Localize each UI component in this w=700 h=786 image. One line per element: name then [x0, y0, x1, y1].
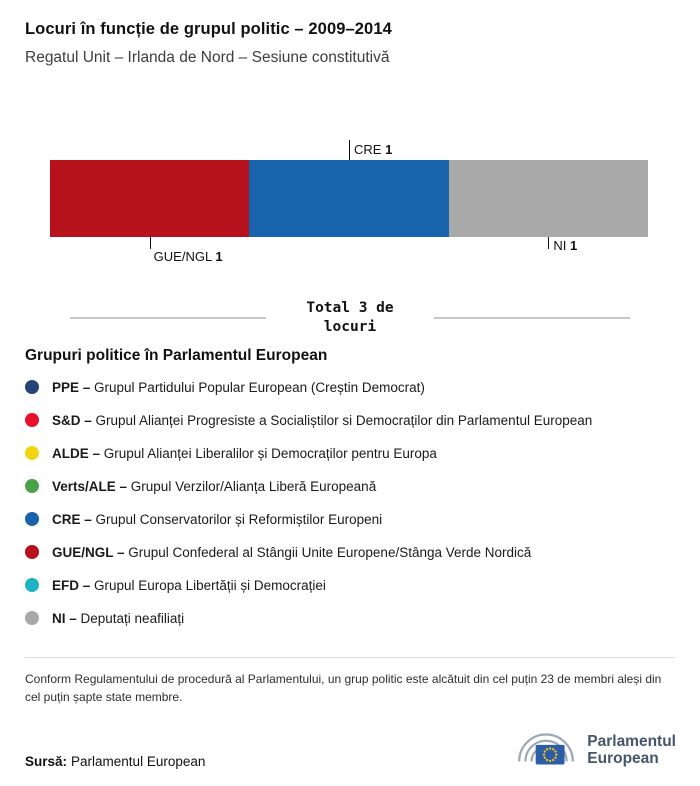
bar-label-text: CRE 1: [354, 142, 393, 157]
legend-label: PPE – Grupul Partidului Popular European (Creștin Democrat): [52, 379, 425, 395]
legend-dot: [25, 545, 39, 559]
legend-label: NI – Deputați neafiliați: [52, 610, 185, 626]
legend-dot: [25, 578, 39, 592]
legend-label: CRE – Grupul Conservatorilor și Reformiștilor Europeni: [52, 511, 383, 527]
ep-logo-mark: [513, 726, 579, 774]
footer-divider: [25, 657, 675, 658]
legend-dot: [25, 380, 39, 394]
source-label: Sursă:: [25, 754, 68, 769]
bar-segment-ni: [449, 160, 648, 237]
tick-mark: [349, 140, 350, 160]
legend-item-ppe: [25, 371, 675, 404]
legend-item-cre: [25, 503, 675, 536]
divider-line-left: [70, 317, 266, 319]
total-seats-label: Total 3 de locuri: [306, 300, 394, 335]
legend-item-alde: [25, 437, 675, 470]
legend-label: GUE/NGL – Grupul Confederal al Stângii Unite Europene/Stânga Verde Nordică: [52, 544, 532, 560]
source-line: [25, 754, 205, 769]
divider-line-right: [434, 317, 630, 319]
legend-dot: [25, 479, 39, 493]
bar-segment-cre: [249, 160, 448, 237]
ep-logo[interactable]: [513, 726, 676, 774]
ep-logo-line1: Parlamentul: [587, 732, 676, 750]
legend-dot: [25, 512, 39, 526]
ep-logo-line2: European: [587, 750, 659, 767]
legend-item-efd: [25, 569, 675, 602]
tick-mark: [150, 237, 151, 249]
legend-dot: [25, 413, 39, 427]
legend-dot: [25, 611, 39, 625]
legend-dot: [25, 446, 39, 460]
legend-label: S&D – Grupul Alianței Progresiste a Socialiștilor si Democraților din Parlamentul European: [52, 412, 593, 428]
legend-list: [25, 371, 675, 635]
legend-item-s-d: [25, 404, 675, 437]
total-row: [70, 299, 630, 337]
legend-label: EFD – Grupul Europa Libertății și Democrației: [52, 577, 326, 593]
ep-logo-text: [587, 733, 676, 768]
footnote: Conform Regulamentului de procedură al Parlamentului, un grup politic este alcătuit din cel puțin 23 de membri aleși din cel puțin șapte state membre.: [25, 671, 662, 705]
legend-label: Verts/ALE – Grupul Verzilor/Alianța Liberă Europeană: [52, 478, 377, 494]
legend-heading: Grupuri politice în Parlamentul European: [25, 346, 328, 364]
legend-item-ni: [25, 602, 675, 635]
tick-mark: [548, 237, 549, 249]
legend-item-gue-ngl: [25, 536, 675, 569]
page-title: Locuri în funcție de grupul politic – 2009–2014: [25, 20, 392, 38]
bar-label-text: GUE/NGL 1: [153, 249, 223, 264]
legend-item-verts-ale: [25, 470, 675, 503]
stacked-bar: [50, 160, 648, 237]
seats-chart: [50, 142, 648, 264]
bar-segment-gue-ngl: [50, 160, 249, 237]
page-subtitle: Regatul Unit – Irlanda de Nord – Sesiune constitutivă: [25, 49, 390, 66]
bar-label-text: NI 1: [553, 238, 578, 253]
legend-label: ALDE – Grupul Alianței Liberalilor și Democraților pentru Europa: [52, 445, 437, 461]
source-value: Parlamentul European: [71, 754, 206, 769]
